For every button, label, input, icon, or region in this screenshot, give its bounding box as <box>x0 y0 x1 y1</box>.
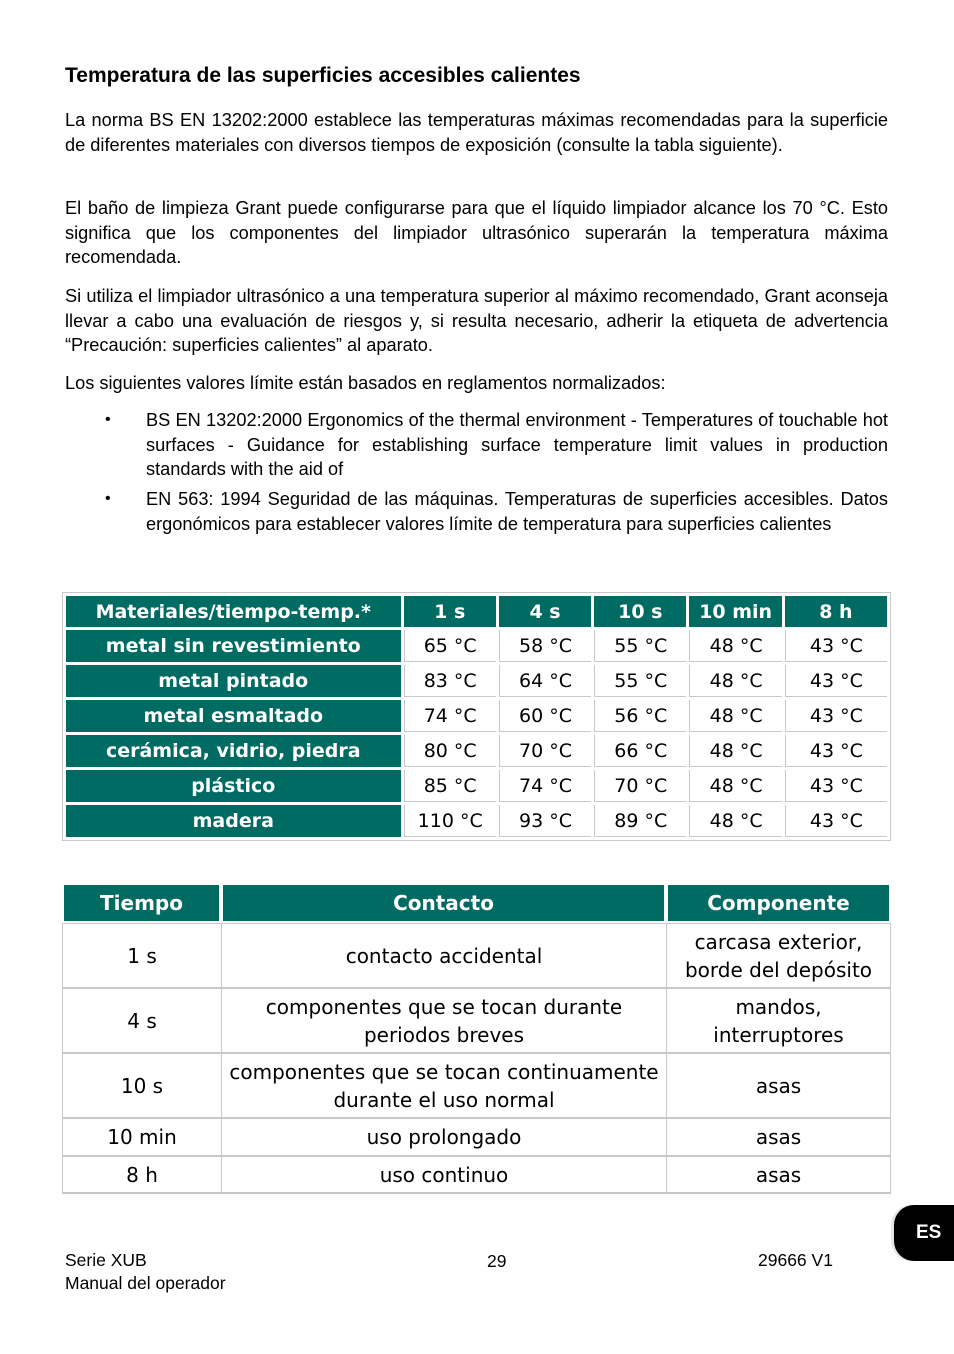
table-row <box>66 700 887 732</box>
value-cell: 48 °C <box>689 770 781 802</box>
value-cell: 65 °C <box>404 630 496 662</box>
table-row <box>62 989 891 1054</box>
risk-paragraph: Si utiliza el limpiador ultrasónico a una temperatura superior al máximo recomendado, Grant aconseja llevar a cabo una evaluación de riesgos y, si resulta necesario, adherir la etiqueta de advertencia “Precaución: superficies calientes” al aparato. <box>65 286 888 355</box>
value-cell: 83 °C <box>404 665 496 697</box>
column-header: 10 s <box>594 596 686 627</box>
value-cell: 74 °C <box>499 770 591 802</box>
value-cell: 70 °C <box>594 770 686 802</box>
component-cell: asas <box>666 1157 891 1194</box>
time-cell: 10 min <box>62 1119 221 1157</box>
list-item-text: EN 563: 1994 Seguridad de las máquinas. Temperaturas de superficies accesibles. Datos ergonómicos para establecer valores límite de temperatura para superficies calientes <box>146 489 888 534</box>
value-cell: 55 °C <box>594 665 686 697</box>
temperature-table <box>62 592 891 841</box>
temperature-paragraph: El baño de limpieza Grant puede configurarse para que el líquido limpiador alcance los 70 °C. Esto significa que los componentes del limpiador ultrasónico superarán la temperatura máxima recomendada. <box>65 198 888 267</box>
value-cell: 70 °C <box>499 735 591 767</box>
table-row <box>62 1054 891 1119</box>
value-cell: 85 °C <box>404 770 496 802</box>
table-row <box>66 770 887 802</box>
value-cell: 48 °C <box>689 735 781 767</box>
contact-cell: uso continuo <box>221 1157 666 1194</box>
column-header: Materiales/tiempo-temp.* <box>66 596 401 627</box>
time-cell: 8 h <box>62 1157 221 1194</box>
value-cell: 43 °C <box>785 735 887 767</box>
table-row <box>66 735 887 767</box>
contact-table <box>62 883 891 1194</box>
value-cell: 110 °C <box>404 805 496 837</box>
value-cell: 89 °C <box>594 805 686 837</box>
value-cell: 48 °C <box>689 805 781 837</box>
value-cell: 48 °C <box>689 700 781 732</box>
material-cell: metal pintado <box>66 665 401 697</box>
column-header: Componente <box>666 883 891 923</box>
time-cell: 1 s <box>62 923 221 989</box>
table-row <box>66 665 887 697</box>
value-cell: 58 °C <box>499 630 591 662</box>
component-cell: asas <box>666 1054 891 1119</box>
table-row <box>62 923 891 989</box>
time-cell: 10 s <box>62 1054 221 1119</box>
material-cell: cerámica, vidrio, piedra <box>66 735 401 767</box>
contact-cell: componentes que se tocan durante periodos breves <box>221 989 666 1054</box>
table-row <box>66 805 887 837</box>
material-cell: metal sin revestimiento <box>66 630 401 662</box>
value-cell: 43 °C <box>785 805 887 837</box>
list-item-text: BS EN 13202:2000 Ergonomics of the thermal environment - Temperatures of touchable hot surfaces - Guidance for establishing surface temperature limit values in production standards with the aid of <box>146 410 888 479</box>
bullet-icon: • <box>105 411 111 428</box>
intro-paragraph: La norma BS EN 13202:2000 establece las temperaturas máximas recomendadas para la superficie de diferentes materiales con diversos tiempos de exposición (consulte la tabla siguiente). <box>65 110 888 155</box>
time-cell: 4 s <box>62 989 221 1054</box>
material-cell: metal esmaltado <box>66 700 401 732</box>
table-header-row <box>62 883 891 923</box>
component-cell: mandos, interruptores <box>666 989 891 1054</box>
value-cell: 80 °C <box>404 735 496 767</box>
value-cell: 66 °C <box>594 735 686 767</box>
footer-series: Serie XUB <box>65 1250 147 1270</box>
footer-manual: Manual del operador <box>65 1273 226 1293</box>
value-cell: 74 °C <box>404 700 496 732</box>
value-cell: 64 °C <box>499 665 591 697</box>
contact-cell: contacto accidental <box>221 923 666 989</box>
contact-cell: uso prolongado <box>221 1119 666 1157</box>
material-cell: plástico <box>66 770 401 802</box>
component-cell: carcasa exterior, borde del depósito <box>666 923 891 989</box>
value-cell: 56 °C <box>594 700 686 732</box>
section-title: Temperatura de las superficies accesibles calientes <box>65 64 581 87</box>
value-cell: 48 °C <box>689 665 781 697</box>
column-header: Tiempo <box>62 883 221 923</box>
value-cell: 48 °C <box>689 630 781 662</box>
table-header-row <box>66 596 887 627</box>
value-cell: 43 °C <box>785 630 887 662</box>
value-cell: 43 °C <box>785 700 887 732</box>
material-cell: madera <box>66 805 401 837</box>
language-tab <box>894 1205 954 1261</box>
table-row <box>62 1119 891 1157</box>
standards-list <box>0 408 954 534</box>
list-item <box>0 408 954 487</box>
contact-cell: componentes que se tocan continuamente durante el uso normal <box>221 1054 666 1119</box>
column-header: 1 s <box>404 596 496 627</box>
value-cell: 55 °C <box>594 630 686 662</box>
page-number: 29 <box>487 1251 507 1271</box>
bullet-icon: • <box>105 490 111 507</box>
column-header: 10 min <box>689 596 781 627</box>
value-cell: 43 °C <box>785 665 887 697</box>
document-code: 29666 V1 <box>758 1250 833 1270</box>
table-row <box>66 630 887 662</box>
column-header: 8 h <box>785 596 887 627</box>
standards-intro: Los siguientes valores límite están basados en reglamentos normalizados: <box>65 373 666 393</box>
column-header: 4 s <box>499 596 591 627</box>
value-cell: 60 °C <box>499 700 591 732</box>
column-header: Contacto <box>221 883 666 923</box>
table-row <box>62 1157 891 1194</box>
component-cell: asas <box>666 1119 891 1157</box>
language-tab-label: ES <box>916 1222 942 1243</box>
value-cell: 43 °C <box>785 770 887 802</box>
value-cell: 93 °C <box>499 805 591 837</box>
footer-left <box>65 1249 226 1295</box>
